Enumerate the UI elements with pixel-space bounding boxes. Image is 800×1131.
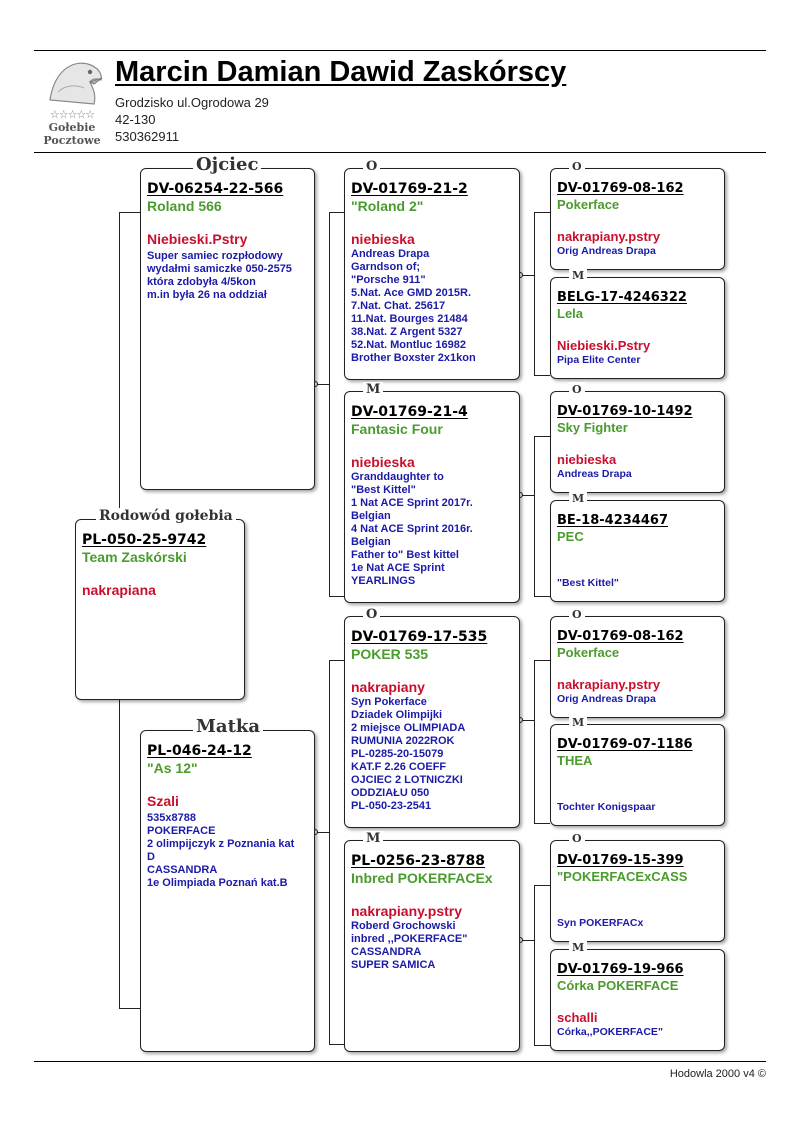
fm-label: M — [363, 382, 383, 398]
mmf-ring-number: DV-01769-15-399 — [557, 853, 684, 868]
owner-name: Marcin Damian Dawid Zaskórscy — [115, 56, 567, 88]
mm-notes: Roberd Grochowski inbred ,,POKERFACE" CASSANDRA SUPER SAMICA — [351, 920, 468, 971]
address-street: Grodzisko ul.Ogrodowa 29 — [115, 95, 269, 110]
mf-color: nakrapiany — [351, 679, 425, 695]
fmf-ring-number: DV-01769-10-1492 — [557, 404, 693, 419]
mf-notes: Syn Pokerface Dziadek Olimpijki 2 miejsce OLIMPIADA RUMUNIA 2022ROK PL-0285-20-15079 KAT.F 2.26 COEFF OJCIEC 2 LOTNICZKI ODDZIAŁU 050 PL-050-23-2541 — [351, 696, 466, 812]
mmf-label: O — [569, 831, 585, 847]
software-credit: Hodowla 2000 v4 © — [669, 1068, 766, 1080]
mff-label: O — [569, 607, 585, 623]
fff-name: Pokerface — [557, 197, 620, 212]
mfm-ring-number: DV-01769-07-1186 — [557, 737, 693, 752]
subject-ring-number: PL-050-25-9742 — [82, 532, 207, 548]
club-logo — [36, 56, 108, 148]
fm-card[interactable] — [344, 382, 520, 603]
mother-name: "As 12" — [147, 760, 198, 776]
mff-notes: Orig Andreas Drapa — [557, 693, 656, 705]
mmf-notes: Syn POKERFACx — [557, 917, 644, 929]
fmf-name: Sky Fighter — [557, 420, 628, 435]
mfm-color — [557, 785, 718, 801]
subject-color: nakrapiana — [82, 582, 156, 598]
mmm-notes: Córka,,POKERFACE" — [557, 1026, 663, 1038]
logo-stars: ☆☆☆☆☆ — [49, 109, 95, 121]
logo-text-line2: Pocztowe — [43, 134, 101, 147]
mff-color: nakrapiany.pstry — [557, 677, 661, 692]
ffm-ring-number: BELG-17-4246322 — [557, 290, 687, 305]
mff-ring-number: DV-01769-08-162 — [557, 629, 684, 644]
mff-card[interactable] — [550, 608, 725, 718]
mmf-color — [557, 901, 718, 917]
mff-name: Pokerface — [557, 645, 620, 660]
fff-label: O — [569, 159, 585, 175]
mfm-notes: Tochter Konigspaar — [557, 801, 656, 813]
mmm-name: Córka POKERFACE — [557, 978, 679, 993]
logo-text-line1: Gołebie — [48, 121, 96, 134]
mmm-card[interactable] — [550, 941, 725, 1051]
fff-notes: Orig Andreas Drapa — [557, 245, 656, 257]
fmm-name: PEC — [557, 529, 584, 544]
father-ring-number: DV-06254-22-566 — [147, 181, 284, 197]
ffm-color: Niebieski.Pstry — [557, 338, 651, 353]
mmf-name: "POKERFACExCASS — [557, 869, 688, 884]
footer-rule — [34, 1061, 766, 1062]
mfm-label: M — [569, 715, 587, 731]
father-color: Niebieski.Pstry — [147, 231, 248, 247]
fmf-color: niebieska — [557, 452, 617, 467]
mother-card[interactable] — [140, 716, 315, 1052]
ffm-card[interactable] — [550, 269, 725, 379]
header-bottom-rule — [34, 152, 766, 153]
phone-number: 530362911 — [115, 129, 180, 144]
mother-ring-number: PL-046-24-12 — [147, 743, 252, 759]
fmm-ring-number: BE-18-4234467 — [557, 513, 668, 528]
subject-name: Team Zaskórski — [82, 549, 187, 565]
mm-ring-number: PL-0256-23-8788 — [351, 853, 486, 869]
father-notes: Super samiec rozpłodowy wydałmi samiczke 050-2575 która zdobyła 4/5kon m.in była 26 na oddział — [147, 250, 292, 301]
pigeon-head-icon — [44, 56, 106, 106]
fmm-notes: "Best Kittel" — [557, 577, 619, 589]
ff-notes: Andreas Drapa Garndson of; "Porsche 911" 5.Nat. Ace GMD 2015R. 7.Nat. Chat. 25617 11.Nat. Bourges 21484 38.Nat. Z Argent 5327 52.Nat. Montluc 16982 Brother Boxster 2x1kon — [351, 248, 476, 364]
mfm-card[interactable] — [550, 716, 725, 826]
ffm-notes: Pipa Elite Center — [557, 354, 641, 366]
father-label: Ojciec — [193, 157, 261, 173]
mm-card[interactable] — [344, 831, 520, 1052]
mmm-color: schalli — [557, 1010, 598, 1025]
fm-name: Fantasic Four — [351, 421, 443, 437]
ff-name: "Roland 2" — [351, 198, 424, 214]
ffm-label: M — [569, 268, 587, 284]
fmf-label: O — [569, 382, 585, 398]
mm-color: nakrapiany.pstry — [351, 903, 463, 919]
mfm-name: THEA — [557, 753, 593, 768]
fmf-notes: Andreas Drapa — [557, 468, 632, 480]
mf-label: O — [363, 607, 380, 623]
fm-notes: Granddaughter to "Best Kittel" 1 Nat ACE Sprint 2017r. Belgian 4 Nat ACE Sprint 2016r. Belgian Father to" Best kittel 1e Nat ACE Sprint YEARLINGS — [351, 471, 473, 587]
subject-card[interactable] — [75, 508, 245, 700]
ff-ring-number: DV-01769-21-2 — [351, 181, 468, 197]
fmm-card[interactable] — [550, 492, 725, 602]
mother-label: Matka — [193, 719, 263, 735]
subject-label: Rodowód gołebia — [96, 508, 236, 524]
header-top-rule — [34, 50, 766, 51]
mf-card[interactable] — [344, 607, 520, 828]
mf-name: POKER 535 — [351, 646, 429, 662]
father-name: Roland 566 — [147, 198, 222, 214]
fm-color: niebieska — [351, 454, 415, 470]
fff-ring-number: DV-01769-08-162 — [557, 181, 684, 196]
father-card[interactable] — [140, 154, 315, 490]
ff-label: O — [363, 159, 380, 175]
mm-name: Inbred POKERFACEx — [351, 870, 493, 886]
mmm-ring-number: DV-01769-19-966 — [557, 962, 684, 977]
fmm-label: M — [569, 491, 587, 507]
mm-label: M — [363, 831, 383, 847]
mmm-label: M — [569, 940, 587, 956]
ff-color: niebieska — [351, 231, 415, 247]
ff-card[interactable] — [344, 159, 520, 380]
mmf-card[interactable] — [550, 832, 725, 942]
fm-ring-number: DV-01769-21-4 — [351, 404, 468, 420]
fff-card[interactable] — [550, 160, 725, 270]
fmm-color — [557, 561, 718, 577]
fff-color: nakrapiany.pstry — [557, 229, 661, 244]
mf-ring-number: DV-01769-17-535 — [351, 629, 488, 645]
ffm-name: Lela — [557, 306, 584, 321]
address-postcode: 42-130 — [115, 112, 156, 127]
mother-color: Szali — [147, 793, 179, 809]
fmf-card[interactable] — [550, 383, 725, 493]
mother-notes: 535x8788 POKERFACE 2 olimpijczyk z Poznania kat D CASSANDRA 1e Olimpiada Poznań kat.B — [147, 812, 295, 889]
